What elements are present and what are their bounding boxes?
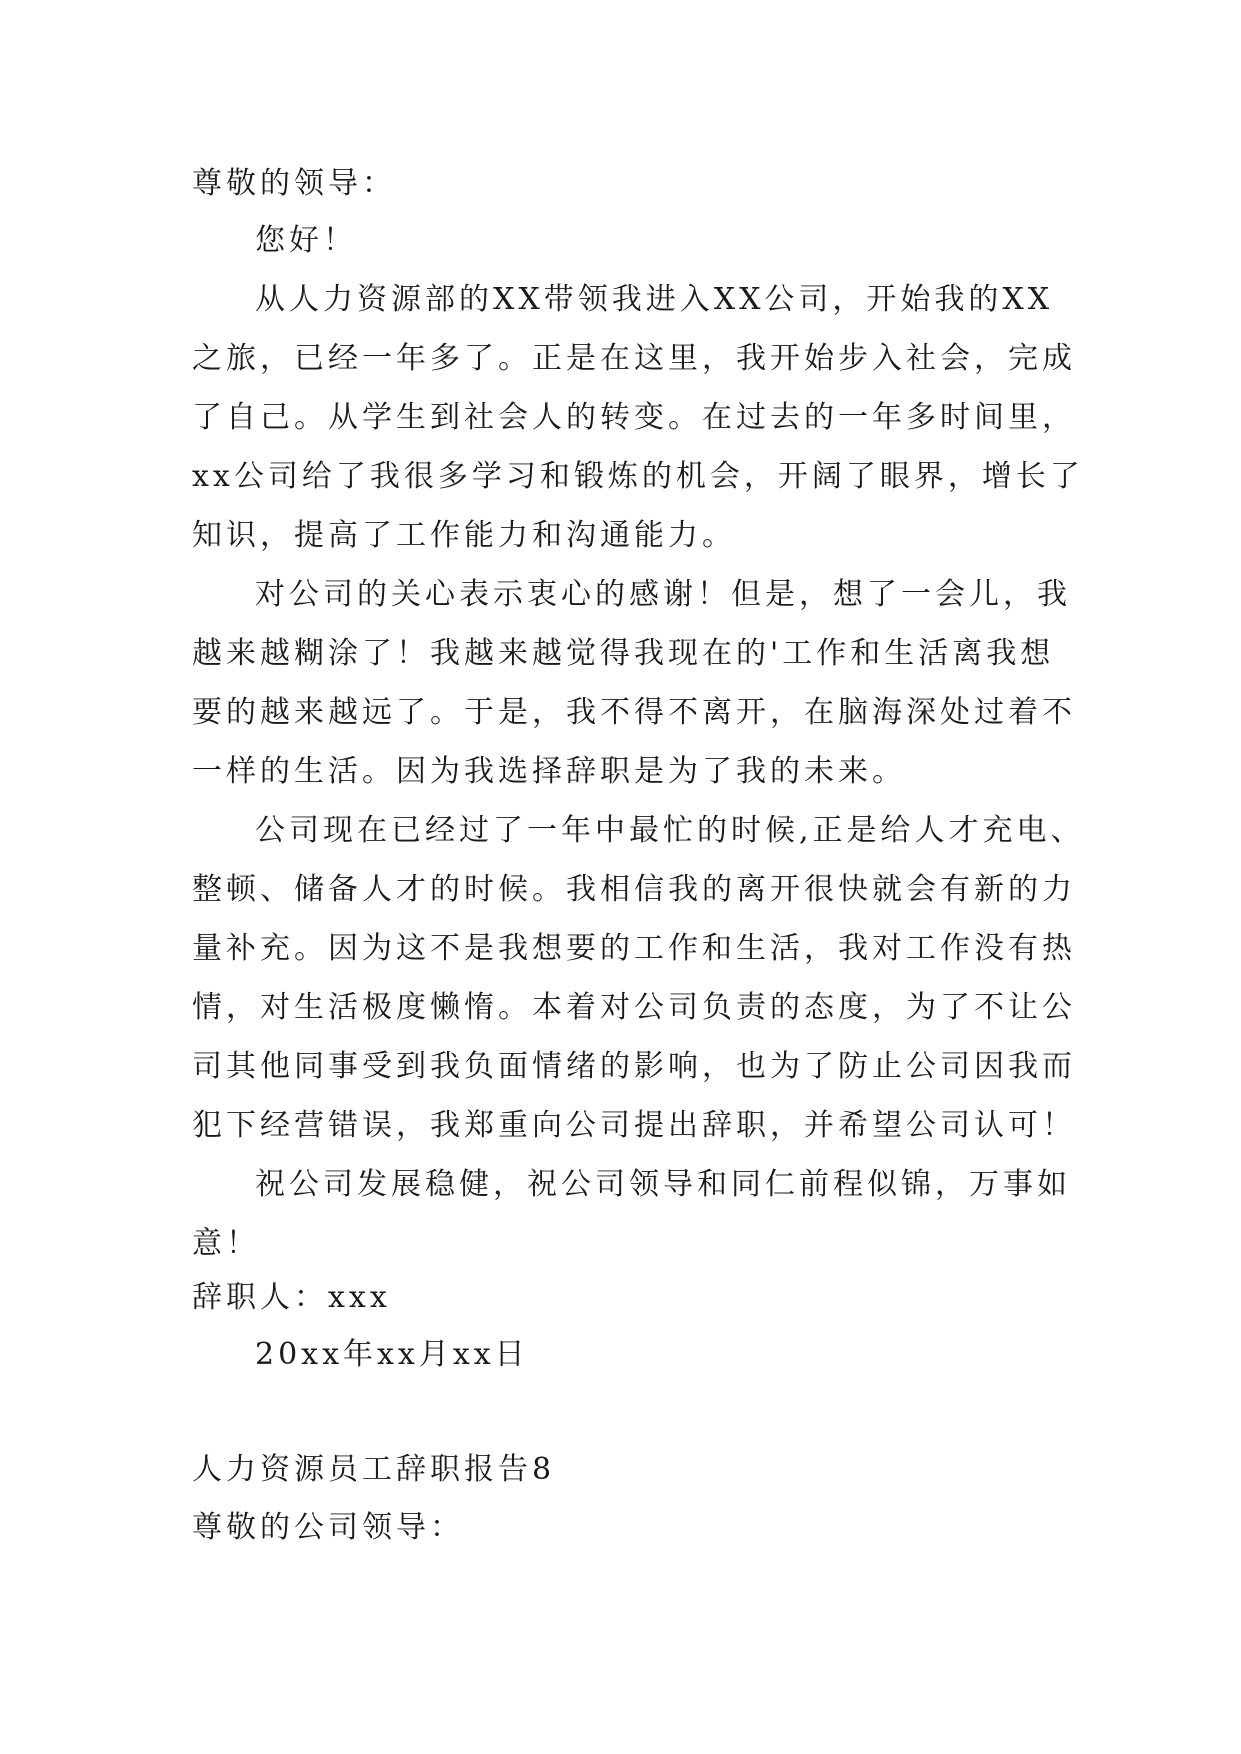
section-salutation: 尊敬的公司领导： bbox=[192, 1510, 464, 1545]
paragraph-4-line-1: 祝公司发展稳健，祝公司领导和同仁前程似锦，万事如 bbox=[255, 1167, 1071, 1202]
paragraph-2-line-3: 要的越来越远了。于是，我不得不离开，在脑海深处过着不 bbox=[192, 695, 1076, 730]
paragraph-3-line-5: 司其他同事受到我负面情绪的影响，也为了防止公司因我而 bbox=[192, 1049, 1076, 1084]
paragraph-3-line-1: 公司现在已经过了一年中最忙的时候,正是给人才充电、 bbox=[255, 813, 1085, 848]
greeting: 您好！ bbox=[255, 223, 357, 258]
paragraph-3-line-2: 整顿、储备人才的时候。我相信我的离开很快就会有新的力 bbox=[192, 872, 1076, 907]
paragraph-3-line-6: 犯下经营错误，我郑重向公司提出辞职，并希望公司认可！ bbox=[192, 1108, 1076, 1143]
paragraph-4-line-2: 意！ bbox=[192, 1226, 260, 1261]
paragraph-2-line-1: 对公司的关心表示衷心的感谢！但是，想了一会儿，我 bbox=[255, 577, 1071, 612]
paragraph-1-line-3: 了自己。从学生到社会人的转变。在过去的一年多时间里， bbox=[192, 400, 1076, 435]
paragraph-1-line-1: 从人力资源部的XX带领我进入XX公司，开始我的XX bbox=[255, 282, 1054, 317]
paragraph-1-line-4: xx公司给了我很多学习和锻炼的机会，开阔了眼界，增长了 bbox=[192, 459, 1084, 494]
paragraph-3-line-4: 情，对生活极度懒惰。本着对公司负责的态度，为了不让公 bbox=[192, 990, 1076, 1025]
salutation: 尊敬的领导： bbox=[192, 166, 396, 201]
signature: 辞职人：xxx bbox=[192, 1280, 391, 1315]
paragraph-3-line-3: 量补充。因为这不是我想要的工作和生活，我对工作没有热 bbox=[192, 931, 1076, 966]
paragraph-2-line-2: 越来越糊涂了！我越来越觉得我现在的'工作和生活离我想 bbox=[192, 636, 1055, 671]
paragraph-1-line-2: 之旅，已经一年多了。正是在这里，我开始步入社会，完成 bbox=[192, 341, 1076, 376]
date: 20xx年xx月xx日 bbox=[255, 1337, 529, 1372]
paragraph-2-line-4: 一样的生活。因为我选择辞职是为了我的未来。 bbox=[192, 754, 906, 789]
section-title: 人力资源员工辞职报告8 bbox=[192, 1452, 556, 1487]
paragraph-1-line-5: 知识，提高了工作能力和沟通能力。 bbox=[192, 518, 736, 553]
